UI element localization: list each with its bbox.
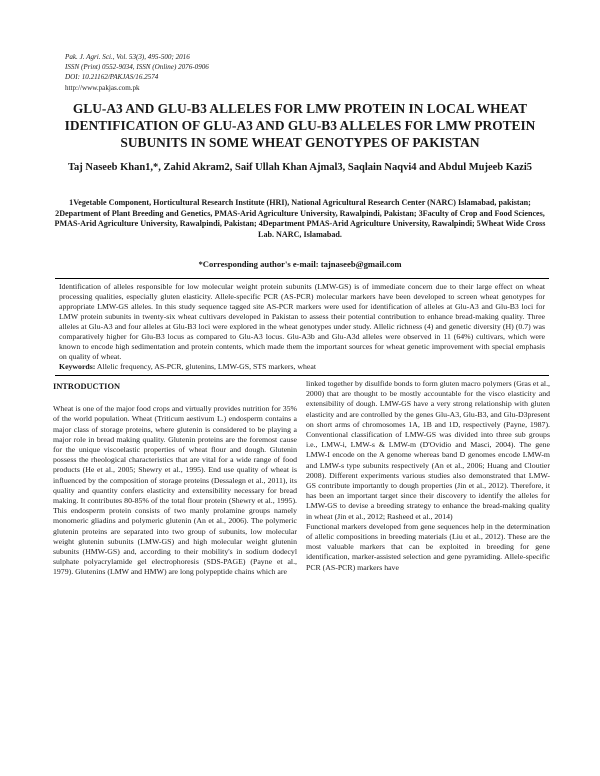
- introduction-heading: INTRODUCTION: [53, 382, 121, 391]
- keywords-label: Keywords:: [59, 362, 96, 372]
- affiliations: 1Vegetable Component, Horticultural Research Institute (HRI), National Agricultural Research Center (NARC) Islamabad, pakistan; 2Department of Plant Breeding and Genetics, PMAS-Arid Agriculture University, Rawalpindi, Pakistan; 3Faculty of Crop and Food Sciences, PMAS-Arid Agriculture University, Rawalpindi, Pakistan; 4Department PMAS-Arid Agriculture University, Rawalpindi; 5Wheat Wide Cross Lab. NARC, Islamabad.: [54, 198, 546, 239]
- paper-title: GLU-A3 AND GLU-B3 ALLELES FOR LMW PROTEIN IN LOCAL WHEAT IDENTIFICATION OF GLU-A3 AND GLU-B3 ALLELES FOR LMW PROTEIN SUBUNITS IN SOME WHEAT GENOTYPES OF PAKISTAN: [64, 101, 536, 150]
- left-column: [53, 379, 297, 578]
- journal-url[interactable]: http://www.pakjas.com.pk: [65, 83, 140, 92]
- corresponding-author: *Corresponding author's e-mail: tajnaseeb@gmail.com: [198, 259, 402, 269]
- abstract-box: [55, 278, 549, 376]
- journal-issn: ISSN (Print) 0552-9034, ISSN (Online) 2076-0906: [65, 63, 209, 72]
- journal-doi: DOI: 10.21162/PAKJAS/16.2574: [65, 73, 159, 82]
- abstract-text: Identification of alleles responsible for low molecular weight protein subunits (LMW-GS) is of immediate concern due to their large effect on wheat processing qualities, especially gluten elasticity. Allele-specific PCR (AS-PCR) molecular markers have been developed to screen wheat genotypes for appropriate LMW-GS alleles. In this study sequence tagged site AS-PCR markers were used for identification of alleles at Glu-A3 and Glu-B3 loci for LMW protein subunits in twenty-six wheat cultivars developed in Pakistan to assess their potential contribution to enhance bread-making quality. Three alleles at Glu-A3 and four alleles at Glu-B3 loci were explored in the wheat genotypes under study. Allelic richness (4) and genetic diversity (H) (0.7) was comparatively higher for Glu-B3 locus as compared to Glu-A3 locus. Glu-A3b and Glu-A3d alleles were observed in 11 (64%) cultivars, which were known to encode high sedimentation and protein contents, which made them the important sources for wheat genetic improvement with special emphasis on quality of wheat.: [59, 282, 545, 362]
- journal-citation: Pak. J. Agri. Sci., Vol. 53(3), 495-500; 2016: [65, 53, 190, 61]
- intro-paragraph-3: Functional markers developed from gene sequences help in the determination of allelic compositions in breeding materials (Liu et al., 2012). These are the most valuable markers that can be exploited in breeding for gene identification, marker-assisted selection and gene pyramiding. Allele-specific PCR (AS-PCR) markers have: [306, 521, 550, 572]
- keywords-text: Allelic frequency, AS-PCR, glutenins, LMW-GS, STS markers, wheat: [96, 362, 316, 372]
- intro-paragraph-1: Wheat is one of the major food crops and virtually provides nutrition for 35% of the world population. Wheat (Triticum aestivum L.) endosperm contains a major class of storage proteins, where glutenin is considered to be playing a major role in bread making quality. Glutenin proteins are the foremost cause for the unique viscoelastic properties of wheat flour and dough. Glutenin possess the rheological characteristics that are vital for a wide range of food products (He et al., 2005; Shewry et al., 1995). End use quality of wheat is influenced by the composition of storage proteins (Dessalegn et al., 2011), its quality and quantity confers elasticity and extensibility necessary for bread making. It contributes 80-85% of the total flour protein (Shewry et al., 1995). This endosperm protein consists of two manly prolamine groups namely monomeric gliadins and polymeric glutenin (An et al., 2006). The polymeric glutenin proteins are separated into two group of subunits, low molecular weight glutenin subunits (LMW-GS) and high molecular weight glutenin subunits (HMW-GS) and, according to their mobility's in sodium dodecyl sulphate polyacrylamide gel electrophoresis (SDS-PAGE) (Payne et al., 1979). Glutenins (LMW and HMW) are long polypeptide chains which are: [53, 404, 297, 577]
- journal-header: [65, 52, 209, 93]
- right-column: [306, 379, 550, 573]
- keywords-line: [59, 362, 545, 372]
- author-list: Taj Naseeb Khan1,*, Zahid Akram2, Saif Ullah Khan Ajmal3, Saqlain Naqvi4 and Abdul Mujeeb Kazi5: [67, 162, 533, 173]
- intro-paragraph-2: linked together by disulfide bonds to form gluten macro polymers (Gras et al., 2000) that are thought to be mostly accountable for the visco elasticity and extensibility of dough. LMW-GS have a very strong relationship with gluten elasticity and are controlled by the genes Glu-A3, Glu-B3, and Glu-D3present on short arms of chromosomes 1A, 1B and 1D, respectively (Payne, 1987). Conventional classification of LMW-GS was divided into three sub groups i.e., LMW-i, LMW-s & LMW-m (D'Ovidio and Masci, 2004). The gene LMW-I encode on the A genome whereas band D genomes encode LMW-m and LMW-s type subunits respectively (An et al., 2006; Huang and Cloutier 2008). Different experiments various studies also demonstrated that LMW-GS contribute importantly to dough properties (Jin et al., 2012). Therefore, it has been an important target since their discovery to identify the alleles for LMW-GS to devise a breeding strategy to enhance the bread-making quality in wheat (Jin et al., 2012; Rasheed et al., 2014): [306, 379, 550, 521]
